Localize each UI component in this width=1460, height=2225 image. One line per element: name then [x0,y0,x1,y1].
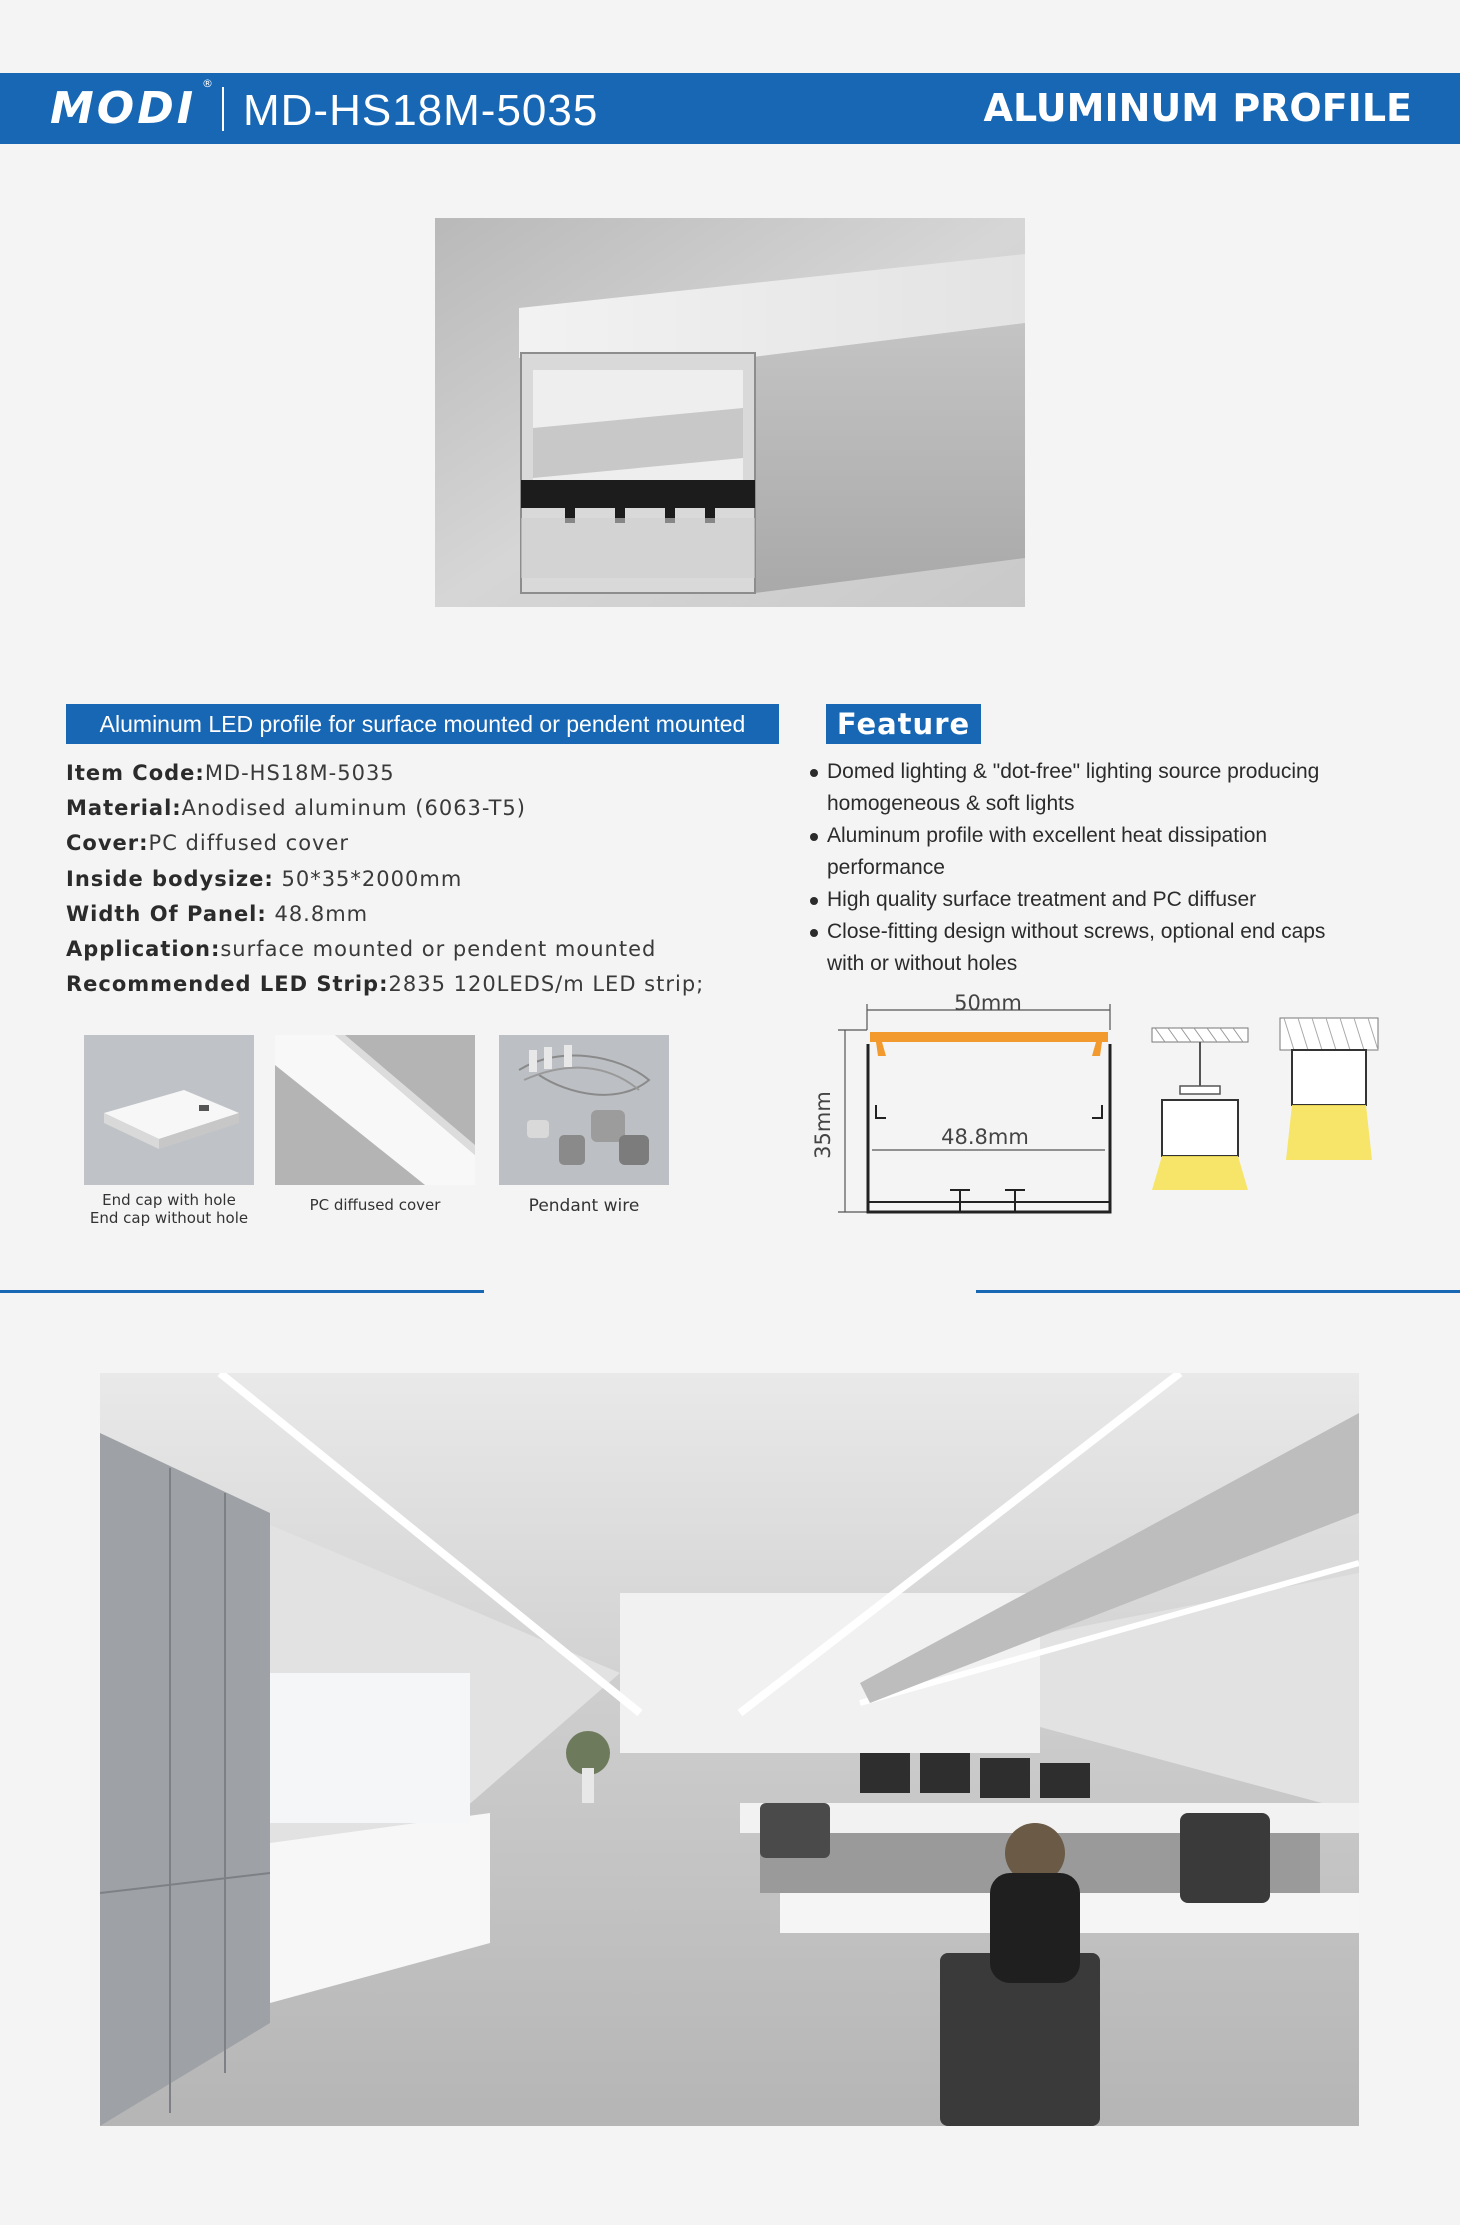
model-number: MD-HS18M-5035 [243,86,599,135]
header-divider [222,87,224,131]
divider-right [976,1290,1460,1293]
diffuser-cover-photo [275,1035,475,1185]
diffuser-shape [870,1032,1108,1056]
end-cap-photo [84,1035,254,1185]
header-banner [0,73,1460,144]
spec-material: Material:Anodised aluminum (6063-T5) [66,796,526,821]
panel-dimension-label: 48.8mm [941,1125,1029,1149]
bullet-icon [810,897,818,905]
width-dimension-label: 50mm [954,991,1022,1015]
product-photo [435,218,1025,607]
spec-led-strip: Recommended LED Strip:2835 120LEDS/m LED strip; [66,972,705,997]
bullet-icon [810,929,818,937]
feature-item: High quality surface treatment and PC diffuser [808,884,1368,916]
cross-section-diagram [800,990,1390,1225]
bullet-icon [810,833,818,841]
office-installation-photo [100,1373,1359,2126]
feature-list [808,756,1368,980]
spec-panel-width: Width Of Panel: 48.8mm [66,901,369,926]
pendant-wire-label: Pendant wire [528,1196,640,1216]
spec-cover: Cover:PC diffused cover [66,831,350,856]
divider-left [0,1290,484,1293]
spec-list [66,756,786,1002]
bullet-icon [810,769,818,777]
end-cap-label: End cap with hole End cap without hole [89,1191,249,1227]
trademark-symbol: ® [202,77,213,90]
spec-application: Application:surface mounted or pendent mounted [66,936,657,961]
spec-inside-bodysize: Inside bodysize: 50*35*2000mm [66,866,463,891]
height-dimension-label: 35mm [811,1091,835,1159]
brand-logo: MODI [50,83,197,134]
feature-item: Close-fitting design without screws, optional end caps with or without holes [808,916,1368,980]
pendant-wire-photo [499,1035,669,1185]
feature-section-title: Feature [826,704,981,744]
feature-item: Aluminum profile with excellent heat dissipation performance [808,820,1368,884]
spec-item-code: Item Code:MD-HS18M-5035 [66,761,395,785]
product-type-title: ALUMINUM PROFILE [983,86,1412,130]
diffuser-cover-label: PC diffused cover [309,1196,441,1214]
spec-section-title: Aluminum LED profile for surface mounted or pendent mounted [66,704,779,744]
feature-item: Domed lighting & "dot-free" lighting source producing homogeneous & soft lights [808,756,1368,820]
